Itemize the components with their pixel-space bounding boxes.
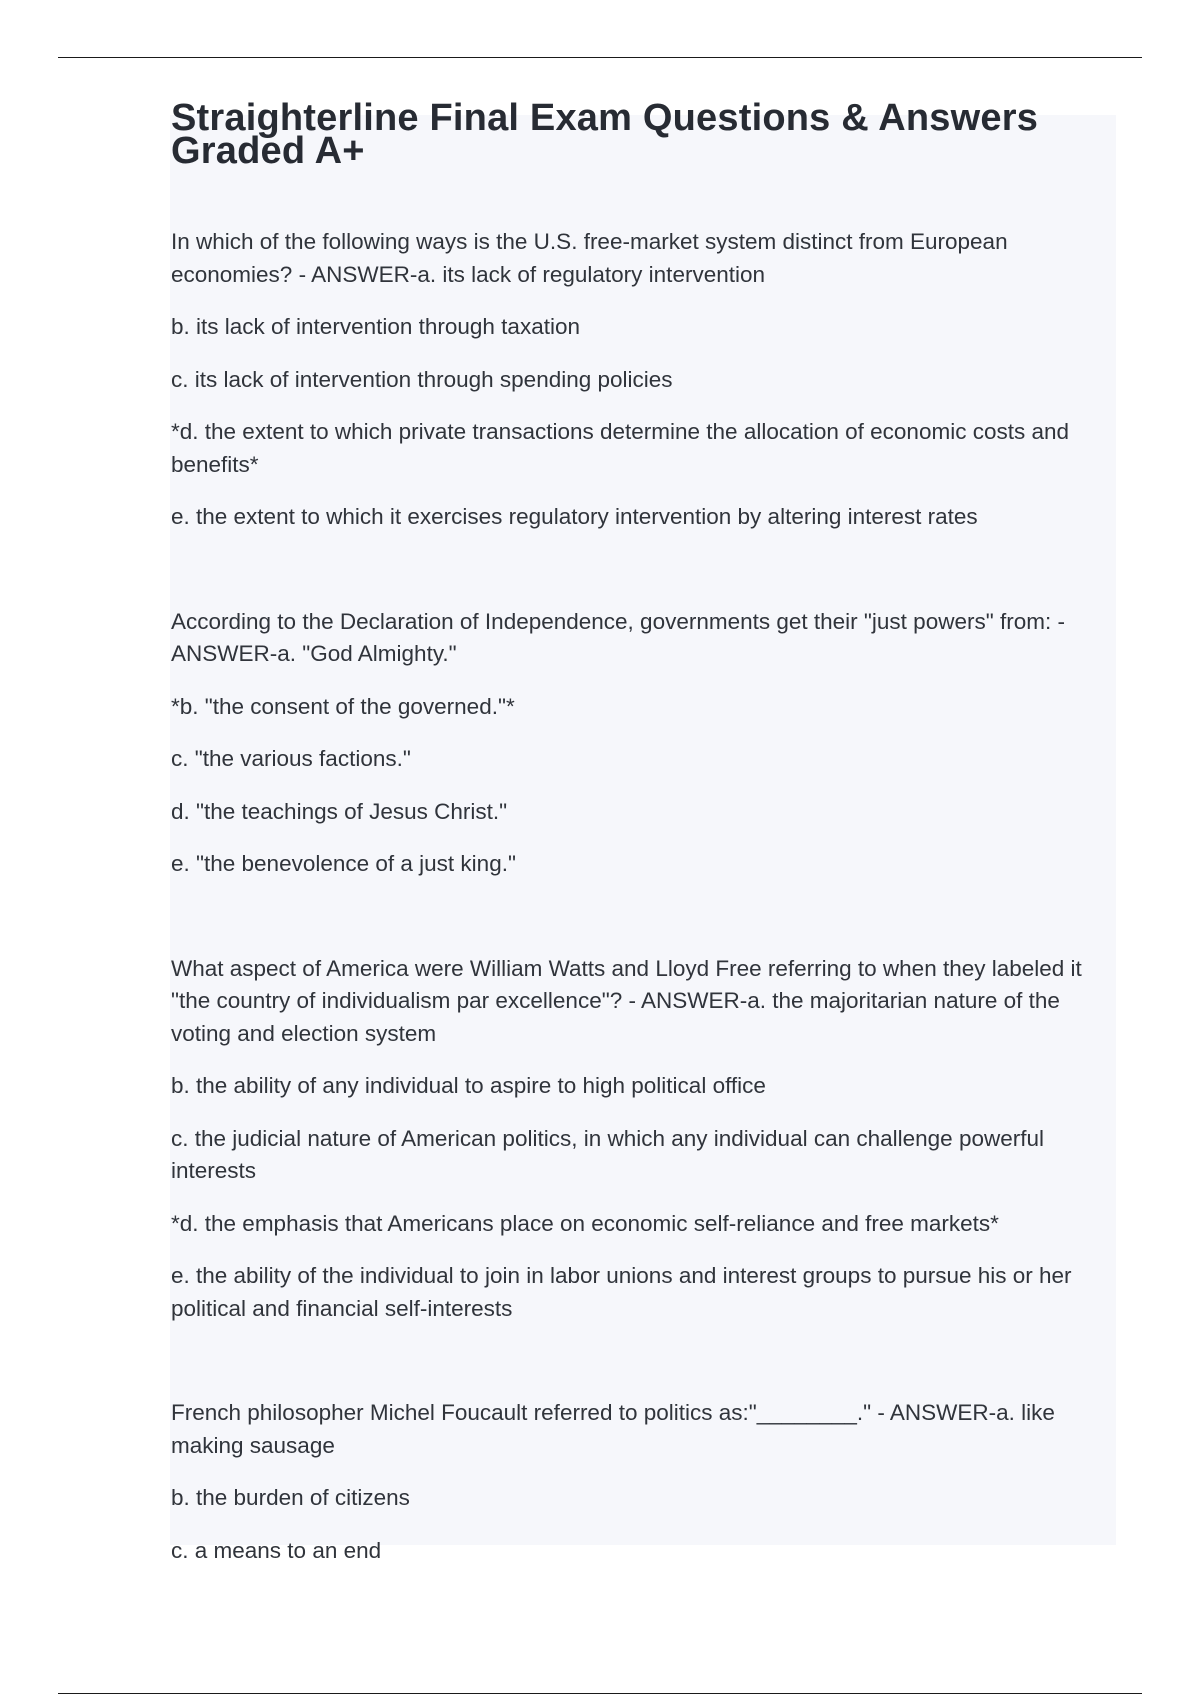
- answer-option: e. the ability of the individual to join in labor unions and interest groups to pursue his or her political and financial self-interests: [171, 1263, 1072, 1321]
- answer-option: c. its lack of intervention through spending policies: [171, 366, 673, 392]
- answer-option: c. a means to an end: [171, 1537, 382, 1563]
- question-prompt: What aspect of America were William Watts and Lloyd Free referring to when they labeled it "the country of individualism par excellence"? - ANSWER-a. the majoritarian nature of the voting and election system: [171, 955, 1082, 1046]
- answer-option: e. "the benevolence of a just king.": [171, 851, 516, 876]
- answer-option: b. its lack of intervention through taxation: [171, 314, 580, 339]
- answer-option: d. "the teachings of Jesus Christ.": [171, 798, 508, 824]
- answer-option: c. the judicial nature of American politics, in which any individual can challenge powerful interests: [171, 1125, 1044, 1183]
- answer-option: *d. the extent to which private transactions determine the allocation of economic costs and benefits*: [171, 419, 1070, 477]
- answer-option: b. the ability of any individual to aspire to high political office: [171, 1073, 766, 1098]
- page-title: Straighterline Final Exam Questions & Answers Graded A+: [171, 97, 1039, 172]
- question-2: [171, 606, 1119, 881]
- question-prompt: French philosopher Michel Foucault referred to politics as:"________." - ANSWER-a. like making sausage: [171, 1400, 1055, 1458]
- top-divider: [58, 57, 1142, 58]
- answer-option: *d. the emphasis that Americans place on economic self-reliance and free markets*: [171, 1210, 999, 1236]
- answer-option: e. the extent to which it exercises regulatory intervention by altering interest rates: [171, 504, 978, 529]
- bottom-divider: [58, 1693, 1142, 1694]
- question-1: [171, 226, 1119, 534]
- question-prompt: In which of the following ways is the U.S. free-market system distinct from European economies? - ANSWER-a. its lack of regulatory intervention: [171, 229, 1008, 287]
- question-4: [171, 1397, 1119, 1567]
- answer-option: c. "the various factions.": [171, 746, 411, 771]
- answer-option: *b. "the consent of the governed."*: [171, 693, 515, 719]
- question-3: [171, 953, 1119, 1326]
- question-prompt: According to the Declaration of Independence, governments get their "just powers" from: - ANSWER-a. "God Almighty.": [171, 608, 1065, 666]
- document-body: [171, 97, 1119, 1567]
- answer-option: b. the burden of citizens: [171, 1485, 410, 1510]
